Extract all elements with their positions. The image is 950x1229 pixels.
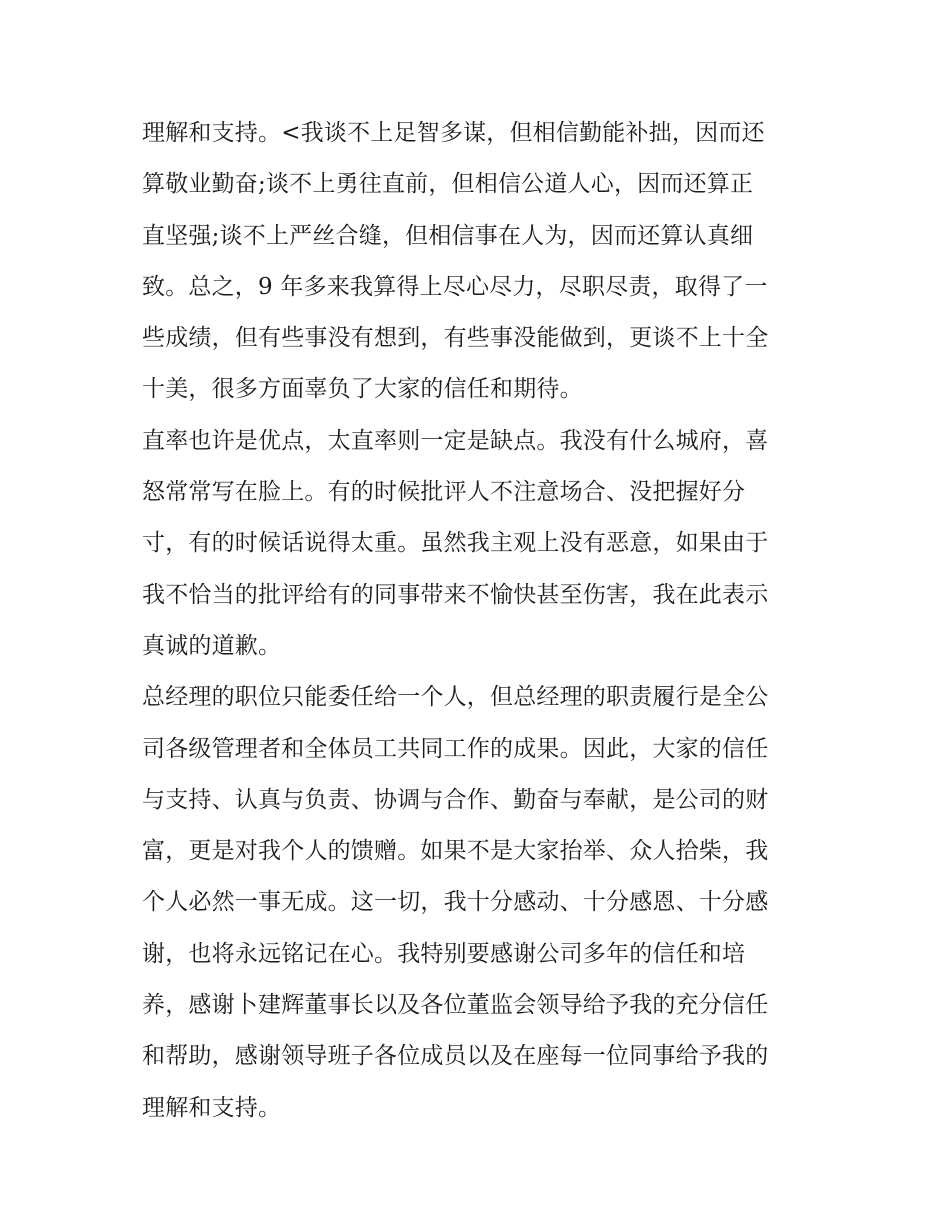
- text-line: 养，感谢卜建辉董事长以及各位董监会领导给予我的充分信任: [142, 992, 769, 1019]
- paragraph-apology: [142, 416, 810, 672]
- text-line: 真诚的道歉。: [142, 632, 282, 659]
- text-line: 寸，有的时候话说得太重。虽然我主观上没有恶意，如果由于: [142, 530, 769, 557]
- text-line: 司各级管理者和全体员工共同工作的成果。因此，大家的信任: [142, 735, 769, 762]
- text-line: 怒常常写在脸上。有的时候批评人不注意场合、没把握好分: [142, 479, 746, 506]
- text-line: 理解和支持。: [142, 1094, 282, 1121]
- text-line: 理解和支持。<我谈不上足智多谋，但相信勤能补拙，因而还: [142, 120, 765, 146]
- text-line: 富，更是对我个人的馈赠。如果不是大家抬举、众人拾柴，我: [142, 838, 769, 865]
- text-line: 个人必然一事无成。这一切，我十分感动、十分感恩、十分感: [142, 889, 769, 916]
- paragraph-thanks: [142, 672, 810, 1134]
- text-line: 和帮助，感谢领导班子各位成员以及在座每一位同事给予我的: [142, 1043, 769, 1070]
- paragraph-gratitude-and-self-assessment: [142, 108, 810, 416]
- document-body: [142, 108, 810, 1134]
- text-line: 致。总之，9 年多来我算得上尽心尽力，尽职尽责，取得了一: [142, 273, 768, 300]
- text-line: 直率也许是优点，太直率则一定是缺点。我没有什么城府，喜: [142, 427, 769, 454]
- text-line: 直坚强;谈不上严丝合缝，但相信事在人为，因而还算认真细: [142, 222, 754, 249]
- text-line: 算敬业勤奋;谈不上勇往直前，但相信公道人心，因而还算正: [142, 171, 754, 198]
- text-line: 与支持、认真与负责、协调与合作、勤奋与奉献，是公司的财: [142, 786, 769, 813]
- text-line: 十美，很多方面辜负了大家的信任和期待。: [142, 376, 583, 403]
- text-line: 些成绩，但有些事没有想到，有些事没能做到，更谈不上十全: [142, 325, 769, 352]
- text-line: 谢，也将永远铭记在心。我特别要感谢公司多年的信任和培: [142, 940, 746, 967]
- text-line: 总经理的职位只能委任给一个人，但总经理的职责履行是全公: [142, 684, 769, 711]
- text-line: 我不恰当的批评给有的同事带来不愉快甚至伤害，我在此表示: [142, 581, 769, 608]
